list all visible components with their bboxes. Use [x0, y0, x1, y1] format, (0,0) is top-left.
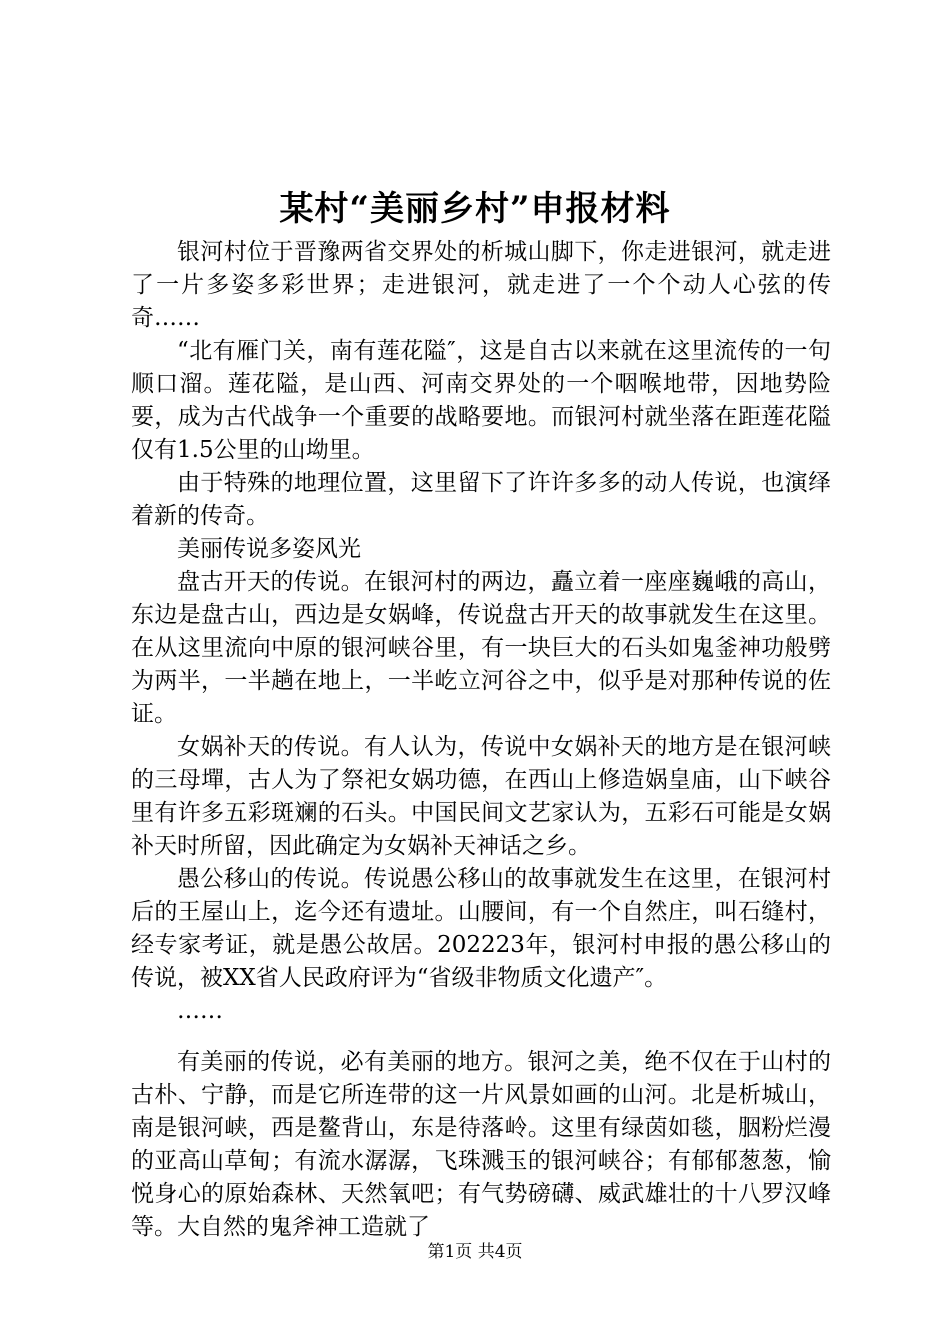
paragraph-pangu: 盘古开天的传说。在银河村的两边，矗立着一座座巍峨的高山，东边是盘古山，西边是女娲峰，传说盘古开天的故事就发生在这里。在从这里流向中原的银河峡谷里，有一块巨大的石头如鬼釜神功般劈为两半，一半趟在地上，一半屹立河谷之中，似乎是对那种传说的佐证。	[131, 569, 831, 727]
section-heading: 美丽传说多姿风光	[177, 536, 361, 562]
paragraph-lianhuaai: “北有雁门关，南有莲花隘″，这是自古以来就在这里流传的一句顺口溜。莲花隘，是山西、河南交界处的一个咽喉地带，因地势险要，成为古代战争一个重要的战略要地。而银河村就坐落在距莲花隘仅有1.5公里的山坳里。	[131, 338, 831, 463]
paragraph-intro: 银河村位于晋豫两省交界处的析城山脚下，你走进银河，就走进了一片多姿多彩世界；走进银河，就走进了一个个动人心弦的传奇……	[131, 239, 831, 331]
paragraph-scenery: 有美丽的传说，必有美丽的地方。银河之美，绝不仅在于山村的古朴、宁静，而是它所连带的这一片风景如画的山河。北是析城山，南是银河峡，西是鳌背山，东是待落岭。这里有绿茵如毯，胭粉烂漫的亚高山草甸；有流水潺潺，飞珠溅玉的银河峡谷；有郁郁葱葱，愉悦身心的原始森林、天然氧吧；有气势磅礴、威武雄壮的十八罗汉峰等。大自然的鬼斧神工造就了	[131, 1049, 831, 1240]
paragraph-location: 由于特殊的地理位置，这里留下了许许多多的动人传说，也演绎着新的传奇。	[131, 470, 831, 529]
paragraph-ellipsis: ……	[177, 998, 223, 1024]
paragraph-nuwa: 女娲补天的传说。有人认为，传说中女娲补天的地方是在银河峡的三母墠，古人为了祭祀女娲功德，在西山上修造娲皇庙，山下峡谷里有许多五彩斑斓的石头。中国民间文艺家认为，五彩石可能是女娲补天时所留，因此确定为女娲补天神话之乡。	[131, 734, 831, 859]
document-body	[131, 236, 831, 1244]
page-number: 第1页 共4页	[427, 1242, 523, 1262]
document-title: 某村“美丽乡村”申报材料	[279, 189, 671, 229]
paragraph-yugong: 愚公移山的传说。传说愚公移山的故事就发生在这里，在银河村后的王屋山上，迄今还有遗址。山腰间，有一个自然庄，叫石缝村，经专家考证，就是愚公故居。202223年，银河村申报的愚公移山的传说，被XX省人民政府评为“省级非物质文化遗产″。	[131, 866, 831, 991]
